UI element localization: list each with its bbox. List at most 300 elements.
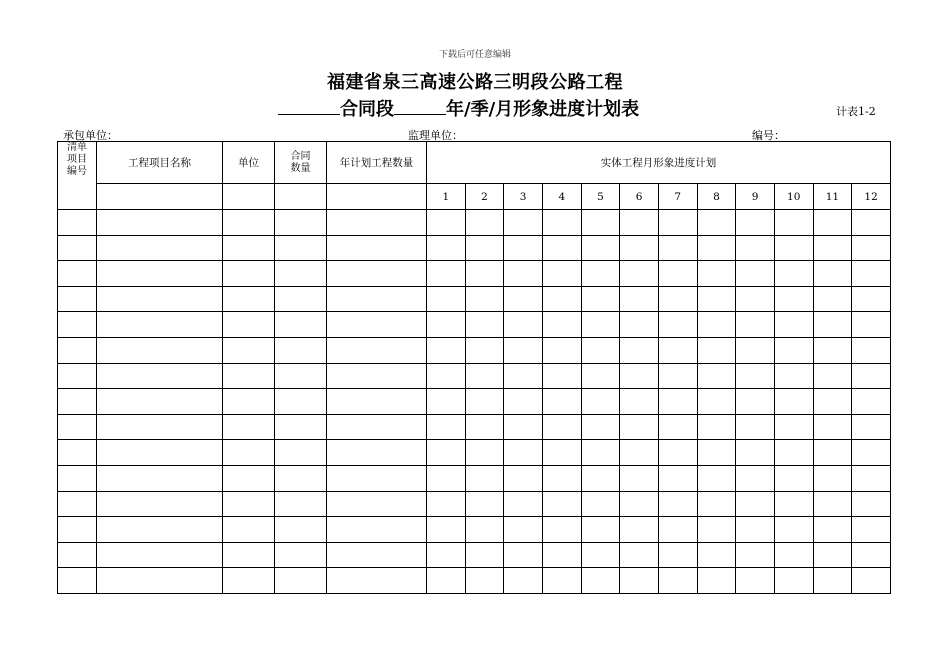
table-cell[interactable] [852,337,891,363]
table-cell[interactable] [658,440,697,466]
table-cell[interactable] [427,363,466,389]
table-cell[interactable] [504,210,543,236]
table-cell[interactable] [774,414,813,440]
table-row [58,312,891,338]
table-cell[interactable] [658,414,697,440]
col-header-unit: 单位 [223,142,275,184]
table-cell[interactable] [774,568,813,594]
table-cell[interactable] [427,465,466,491]
table-cell[interactable] [275,363,327,389]
table-cell[interactable] [327,389,427,415]
table-cell[interactable] [542,235,581,261]
table-body [58,210,891,594]
table-cell[interactable] [736,491,775,517]
table-cell[interactable] [658,491,697,517]
table-cell[interactable] [58,542,97,568]
table-row [58,337,891,363]
table-cell[interactable] [504,286,543,312]
table-cell[interactable] [58,337,97,363]
table-cell[interactable] [852,568,891,594]
table-cell[interactable] [275,542,327,568]
table-cell[interactable] [97,312,223,338]
table-cell[interactable] [813,389,852,415]
table-cell[interactable] [327,235,427,261]
supervisor-label: 监理单位： [408,129,463,142]
table-cell[interactable] [852,414,891,440]
table-cell[interactable] [542,363,581,389]
header-note: 下载后可任意编辑 [438,50,511,60]
table-cell[interactable] [813,568,852,594]
table-cell[interactable] [465,363,504,389]
table-cell[interactable] [465,568,504,594]
table-cell[interactable] [223,235,275,261]
table-cell[interactable] [97,363,223,389]
table-cell[interactable] [223,465,275,491]
table-cell[interactable] [774,465,813,491]
table-cell[interactable] [465,542,504,568]
table-cell[interactable] [97,542,223,568]
table-cell[interactable] [58,363,97,389]
col-header-annual-qty: 年计划工程数量 [327,142,427,184]
table-cell[interactable] [813,542,852,568]
table-cell[interactable] [581,465,620,491]
table-cell[interactable] [223,568,275,594]
table-cell[interactable] [774,491,813,517]
table-cell[interactable] [58,517,97,543]
table-cell[interactable] [327,337,427,363]
table-cell[interactable] [223,542,275,568]
table-cell[interactable] [97,261,223,287]
table-cell[interactable] [427,568,466,594]
table-cell[interactable] [542,389,581,415]
table-cell[interactable] [542,542,581,568]
table-cell[interactable] [697,312,736,338]
table-cell[interactable] [813,440,852,466]
table-cell[interactable] [275,261,327,287]
table-cell[interactable] [658,286,697,312]
table-cell[interactable] [736,542,775,568]
table-cell[interactable] [327,542,427,568]
table-cell[interactable] [852,440,891,466]
table-cell[interactable] [813,363,852,389]
table-cell[interactable] [223,517,275,543]
month-header-6: 6 [620,184,659,210]
table-cell[interactable] [774,337,813,363]
table-cell[interactable] [504,389,543,415]
table-cell[interactable] [774,542,813,568]
table-cell[interactable] [697,286,736,312]
table-cell[interactable] [736,440,775,466]
month-header-9: 9 [736,184,775,210]
table-row [58,286,891,312]
table-cell[interactable] [581,235,620,261]
table-row [58,414,891,440]
month-subheader-empty [97,184,223,210]
month-header-3: 3 [504,184,543,210]
table-cell[interactable] [465,312,504,338]
month-header-7: 7 [658,184,697,210]
col-header-contract-qty [275,142,327,184]
table-cell[interactable] [223,337,275,363]
item-no-line1: 清单 [67,142,87,153]
table-cell[interactable] [427,261,466,287]
table-cell[interactable] [697,465,736,491]
table-cell[interactable] [327,312,427,338]
table-cell[interactable] [504,414,543,440]
table-cell[interactable] [852,312,891,338]
table-cell[interactable] [58,491,97,517]
table-cell[interactable] [581,440,620,466]
table-cell[interactable] [327,363,427,389]
table-cell[interactable] [327,465,427,491]
table-cell[interactable] [620,440,659,466]
table-cell[interactable] [581,568,620,594]
table-cell[interactable] [658,465,697,491]
table-cell[interactable] [97,465,223,491]
table-cell[interactable] [620,542,659,568]
table-cell[interactable] [581,261,620,287]
table-cell[interactable] [581,363,620,389]
table-cell[interactable] [427,312,466,338]
table-cell[interactable] [542,568,581,594]
month-header-12: 12 [852,184,891,210]
table-cell[interactable] [697,491,736,517]
table-cell[interactable] [97,337,223,363]
table-cell[interactable] [697,363,736,389]
table-cell[interactable] [427,337,466,363]
table-cell[interactable] [813,491,852,517]
table-cell[interactable] [620,568,659,594]
table-cell[interactable] [813,286,852,312]
table-cell[interactable] [852,465,891,491]
table-cell[interactable] [327,491,427,517]
table-cell[interactable] [58,440,97,466]
month-header-11: 11 [813,184,852,210]
table-cell[interactable] [774,363,813,389]
table-row [58,210,891,236]
table-cell[interactable] [697,440,736,466]
table-cell[interactable] [697,210,736,236]
table-cell[interactable] [774,389,813,415]
table-cell[interactable] [427,542,466,568]
table-cell[interactable] [97,491,223,517]
table-cell[interactable] [58,286,97,312]
table-cell[interactable] [697,542,736,568]
table-cell[interactable] [465,389,504,415]
month-header-8: 8 [697,184,736,210]
table-cell[interactable] [852,235,891,261]
table-cell[interactable] [275,568,327,594]
table-cell[interactable] [97,517,223,543]
table-cell[interactable] [58,312,97,338]
table-cell[interactable] [813,261,852,287]
table-cell[interactable] [504,312,543,338]
table-cell[interactable] [620,491,659,517]
table-cell[interactable] [275,210,327,236]
subtitle-part2: 年/季/月形象进度计划表 [446,99,640,120]
table-cell[interactable] [58,568,97,594]
table-cell[interactable] [813,210,852,236]
table-cell[interactable] [620,210,659,236]
table-cell[interactable] [736,235,775,261]
table-cell[interactable] [581,542,620,568]
table-cell[interactable] [504,440,543,466]
table-cell[interactable] [697,389,736,415]
table-cell[interactable] [852,517,891,543]
table-cell[interactable] [97,414,223,440]
table-cell[interactable] [327,286,427,312]
table-cell[interactable] [736,337,775,363]
item-no-line3: 编号 [67,166,87,177]
table-cell[interactable] [327,517,427,543]
table-cell[interactable] [504,517,543,543]
table-cell[interactable] [542,517,581,543]
table-cell[interactable] [542,440,581,466]
table-cell[interactable] [327,414,427,440]
table-cell[interactable] [58,465,97,491]
table-cell[interactable] [581,517,620,543]
table-cell[interactable] [275,235,327,261]
table-cell[interactable] [327,568,427,594]
table-cell[interactable] [504,337,543,363]
table-cell[interactable] [427,286,466,312]
table-cell[interactable] [58,261,97,287]
table-cell[interactable] [58,414,97,440]
table-cell[interactable] [275,312,327,338]
table-cell[interactable] [774,235,813,261]
table-cell[interactable] [581,491,620,517]
table-cell[interactable] [774,517,813,543]
month-header-2: 2 [465,184,504,210]
table-cell[interactable] [275,440,327,466]
table-cell[interactable] [697,568,736,594]
table-cell[interactable] [736,312,775,338]
table-cell[interactable] [465,465,504,491]
table-cell[interactable] [658,542,697,568]
table-cell[interactable] [581,210,620,236]
table-cell[interactable] [223,440,275,466]
item-no-line2: 项目 [67,154,87,165]
contract-section-blank[interactable] [278,100,340,115]
table-row [58,389,891,415]
table-cell[interactable] [736,389,775,415]
table-row [58,517,891,543]
table-cell[interactable] [813,414,852,440]
table-cell[interactable] [97,210,223,236]
table-row [58,363,891,389]
table-cell[interactable] [774,440,813,466]
table-cell[interactable] [465,210,504,236]
table-cell[interactable] [504,491,543,517]
table-cell[interactable] [504,363,543,389]
table-cell[interactable] [223,389,275,415]
table-cell[interactable] [736,517,775,543]
table-cell[interactable] [658,389,697,415]
table-cell[interactable] [427,389,466,415]
table-cell[interactable] [697,337,736,363]
table-cell[interactable] [581,337,620,363]
table-cell[interactable] [275,465,327,491]
table-cell[interactable] [542,337,581,363]
table-cell[interactable] [58,235,97,261]
subtitle-part1: 合同段 [340,99,394,120]
table-cell[interactable] [774,261,813,287]
table-cell[interactable] [275,337,327,363]
table-cell[interactable] [327,440,427,466]
table-cell[interactable] [275,491,327,517]
table-cell[interactable] [813,337,852,363]
table-cell[interactable] [813,312,852,338]
table-cell[interactable] [852,542,891,568]
table-cell[interactable] [620,363,659,389]
table-row [58,491,891,517]
table-cell[interactable] [465,414,504,440]
table-cell[interactable] [327,261,427,287]
table-cell[interactable] [658,261,697,287]
table-cell[interactable] [223,491,275,517]
table-cell[interactable] [275,414,327,440]
table-cell[interactable] [97,235,223,261]
month-header-5: 5 [581,184,620,210]
table-cell[interactable] [813,235,852,261]
table-cell[interactable] [465,261,504,287]
table-cell[interactable] [736,210,775,236]
table-cell[interactable] [223,312,275,338]
table-cell[interactable] [620,235,659,261]
table-cell[interactable] [736,414,775,440]
table-cell[interactable] [465,235,504,261]
table-cell[interactable] [465,440,504,466]
table-cell[interactable] [620,312,659,338]
table-cell[interactable] [620,337,659,363]
table-cell[interactable] [658,210,697,236]
table-cell[interactable] [223,261,275,287]
table-cell[interactable] [275,517,327,543]
table-cell[interactable] [542,414,581,440]
table-cell[interactable] [97,389,223,415]
table-cell[interactable] [427,210,466,236]
table-cell[interactable] [736,568,775,594]
table-row [58,261,891,287]
table-cell[interactable] [620,286,659,312]
table-cell[interactable] [465,491,504,517]
table-cell[interactable] [223,210,275,236]
table-cell[interactable] [58,389,97,415]
table-cell[interactable] [813,517,852,543]
table-cell[interactable] [658,337,697,363]
form-code: 计表1-2 [836,105,876,118]
table-cell[interactable] [542,210,581,236]
table-cell[interactable] [542,286,581,312]
table-cell[interactable] [275,389,327,415]
table-cell[interactable] [223,363,275,389]
col-header-monthly-plan: 实体工程月形象进度计划 [427,142,891,184]
month-header-10: 10 [774,184,813,210]
table-cell[interactable] [465,337,504,363]
table-cell[interactable] [774,210,813,236]
contract-qty-line1: 合同 [290,150,311,162]
table-cell[interactable] [697,414,736,440]
table-cell[interactable] [427,517,466,543]
table-cell[interactable] [581,312,620,338]
table-cell[interactable] [542,261,581,287]
table-cell[interactable] [581,286,620,312]
table-cell[interactable] [427,440,466,466]
table-cell[interactable] [97,440,223,466]
table-cell[interactable] [620,517,659,543]
table-cell[interactable] [542,491,581,517]
table-cell[interactable] [736,465,775,491]
month-subheader-empty [327,184,427,210]
table-cell[interactable] [581,389,620,415]
table-cell[interactable] [223,414,275,440]
table-cell[interactable] [736,261,775,287]
table-cell[interactable] [852,491,891,517]
table-cell[interactable] [736,286,775,312]
table-cell[interactable] [658,517,697,543]
table-cell[interactable] [697,235,736,261]
table-cell[interactable] [658,568,697,594]
table-cell[interactable] [504,465,543,491]
table-cell[interactable] [658,312,697,338]
table-cell[interactable] [620,389,659,415]
table-cell[interactable] [504,261,543,287]
table-cell[interactable] [504,235,543,261]
table-cell[interactable] [852,261,891,287]
month-header-row [58,184,891,210]
table-cell[interactable] [852,286,891,312]
table-cell[interactable] [504,542,543,568]
table-cell[interactable] [427,491,466,517]
table-cell[interactable] [97,568,223,594]
document-title: 福建省泉三高速公路三明段公路工程 [327,72,623,93]
table-cell[interactable] [697,517,736,543]
table-cell[interactable] [542,312,581,338]
table-cell[interactable] [852,389,891,415]
table-cell[interactable] [852,363,891,389]
table-cell[interactable] [620,465,659,491]
month-header-1: 1 [427,184,466,210]
table-cell[interactable] [504,568,543,594]
table-cell[interactable] [813,465,852,491]
table-cell[interactable] [427,414,466,440]
table-cell[interactable] [581,414,620,440]
table-cell[interactable] [774,312,813,338]
table-header-row [58,142,891,184]
table-cell[interactable] [58,210,97,236]
table-cell[interactable] [327,210,427,236]
month-header-4: 4 [542,184,581,210]
table-cell[interactable] [658,363,697,389]
table-cell[interactable] [542,465,581,491]
table-cell[interactable] [465,286,504,312]
table-cell[interactable] [774,286,813,312]
table-cell[interactable] [697,261,736,287]
table-row [58,542,891,568]
table-cell[interactable] [658,235,697,261]
table-cell[interactable] [736,363,775,389]
table-cell[interactable] [620,261,659,287]
month-subheader-empty [275,184,327,210]
table-cell[interactable] [223,286,275,312]
table-cell[interactable] [620,414,659,440]
table-cell[interactable] [97,286,223,312]
table-cell[interactable] [852,210,891,236]
table-cell[interactable] [275,286,327,312]
table-cell[interactable] [465,517,504,543]
period-blank[interactable] [394,100,446,115]
table-cell[interactable] [427,235,466,261]
